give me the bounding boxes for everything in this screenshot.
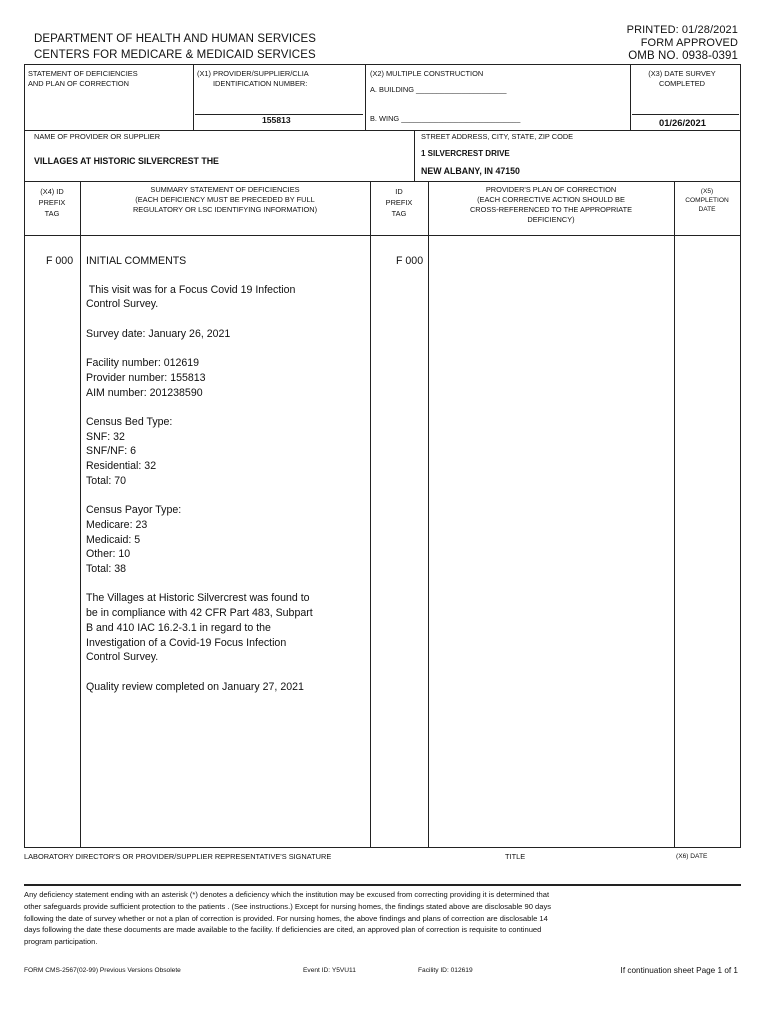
entry-line: The Villages at Historic Silvercrest was found to	[86, 592, 310, 605]
department-title: DEPARTMENT OF HEALTH AND HUMAN SERVICES	[34, 33, 317, 45]
col-divider-b	[370, 181, 371, 847]
form-approved: FORM APPROVED	[640, 37, 738, 49]
entry-line: Total: 70	[86, 474, 127, 487]
entry-line: Investigation of a Covid-19 Focus Infection	[86, 636, 287, 649]
footer-form-id: FORM CMS-2567(02-99) Previous Versions Obsolete	[24, 967, 181, 974]
x5-header-line: (X5)	[700, 188, 714, 195]
id-header	[370, 186, 428, 219]
entry-line: AIM number: 201238590	[86, 386, 203, 399]
entry-line: Medicaid: 5	[86, 533, 141, 546]
disclaimer-line: program participation.	[24, 937, 98, 947]
summary-header	[80, 185, 370, 215]
id-header-line: ID	[395, 187, 403, 196]
centers-title: CENTERS FOR MEDICARE & MEDICAID SERVICES	[34, 49, 316, 61]
footer-event-id: Event ID: Y5VU11	[303, 967, 356, 974]
x5-header	[674, 187, 740, 214]
x2-label: (X2) MULTIPLE CONSTRUCTION	[370, 69, 484, 78]
x1-label-line: (X1) PROVIDER/SUPPLIER/CLIA	[197, 69, 309, 78]
entry-line: Census Payor Type:	[86, 504, 182, 517]
entry-line: Other: 10	[86, 548, 131, 561]
entry-line: Total: 38	[86, 563, 127, 575]
disclaimer-line: Any deficiency statement ending with an asterisk (*) denotes a deficiency which the institution may be excused from correcting providing it is determined that	[24, 890, 550, 899]
prefix-tag-left: F 000	[46, 255, 74, 267]
right-border	[740, 64, 741, 847]
signature-bottom-border	[24, 884, 741, 886]
summary-body	[86, 254, 368, 694]
x1-divider	[193, 64, 194, 130]
row-divider-2	[24, 181, 741, 182]
x4-header-line: (X4) ID	[40, 187, 64, 196]
left-border	[24, 64, 25, 847]
entry-title: INITIAL COMMENTS	[86, 255, 187, 267]
entry-line: Medicare: 23	[86, 518, 148, 531]
disclaimer-line: other safeguards provide sufficient protection to the patients . (See instructions.) Except for nursing homes, the findings stated above are disclosable 90 days	[24, 901, 552, 911]
entry-line: Census Bed Type:	[86, 415, 173, 428]
row-divider-4	[24, 847, 741, 848]
x5-header-line: DATE	[698, 206, 716, 213]
entry-line: Survey date: January 26, 2021	[86, 327, 231, 340]
x5-header-line: COMPLETION	[685, 197, 729, 204]
plan-header-line: PROVIDER'S PLAN OF CORRECTION	[485, 185, 617, 194]
entry-line: Residential: 32	[86, 460, 157, 473]
plan-header-line: (EACH CORRECTIVE ACTION SHOULD BE	[477, 195, 625, 204]
plan-header-line: CROSS-REFERENCED TO THE APPROPRIATE	[469, 205, 633, 214]
statement-label	[28, 69, 138, 89]
footer-page: If continuation sheet Page 1 of 1	[620, 966, 738, 975]
col-divider-d	[674, 181, 675, 847]
provider-name: VILLAGES AT HISTORIC SILVERCREST THE	[34, 156, 219, 166]
entry-line: Control Survey.	[86, 298, 159, 311]
plan-header	[428, 185, 674, 225]
x2-wing: B. WING _____________________________	[370, 114, 521, 123]
omb-number: OMB NO. 0938-0391	[628, 50, 738, 62]
id-header-line: PREFIX	[385, 198, 413, 207]
id-header-line: TAG	[391, 209, 407, 218]
entry-line: This visit was for a Focus Covid 19 Infection	[86, 283, 296, 296]
x3-survey-date: 01/26/2021	[659, 117, 706, 128]
x3-label-line: (X3) DATE SURVEY	[648, 69, 716, 78]
top-border	[24, 64, 741, 65]
statement-label-line: AND PLAN OF CORRECTION	[28, 79, 130, 88]
signature-label: LABORATORY DIRECTOR'S OR PROVIDER/SUPPLIER REPRESENTATIVE'S SIGNATURE	[24, 852, 332, 861]
x4-header	[24, 186, 80, 219]
address-street: 1 SILVERCREST DRIVE	[421, 149, 510, 158]
disclaimer	[24, 889, 740, 948]
disclaimer-line: following the date of survey whether or not a plan of correction is provided. For nursing homes, the above findings and plans of correction are disclosable 14	[24, 913, 548, 923]
statement-label-line: STATEMENT OF DEFICIENCIES	[28, 69, 138, 78]
col-divider-c	[428, 181, 429, 847]
entry-line: be in compliance with 42 CFR Part 483, Subpart	[86, 607, 313, 620]
address-divider	[414, 130, 415, 181]
x1-label	[197, 69, 309, 89]
address-city: NEW ALBANY, IN 47150	[421, 166, 520, 176]
entry-line: Quality review completed on January 27, 2021	[86, 680, 304, 693]
entry-line: SNF: 32	[86, 430, 125, 443]
x2-building: A. BUILDING ______________________	[370, 85, 507, 94]
x3-underline	[632, 114, 739, 115]
prefix-tag-right: F 000	[396, 255, 424, 267]
title-label: TITLE	[505, 852, 526, 861]
address-label: STREET ADDRESS, CITY, STATE, ZIP CODE	[421, 132, 574, 141]
col-divider-a	[80, 181, 81, 847]
x1-label-line: IDENTIFICATION NUMBER:	[213, 79, 308, 88]
x2-divider	[365, 64, 366, 130]
footer-facility-id: Facility ID: 012619	[418, 967, 473, 974]
date-label: (X6) DATE	[676, 853, 708, 860]
entry-line: SNF/NF: 6	[86, 445, 137, 458]
x3-label-line: COMPLETED	[659, 79, 705, 88]
row-divider-1	[24, 130, 741, 131]
row-divider-3	[24, 235, 741, 236]
entry-line: Provider number: 155813	[86, 371, 206, 384]
summary-header-line: (EACH DEFICIENCY MUST BE PRECEDED BY FULL	[135, 195, 315, 204]
provider-name-label: NAME OF PROVIDER OR SUPPLIER	[34, 132, 161, 141]
x4-header-line: TAG	[44, 209, 60, 218]
x1-provider-number: 155813	[262, 115, 291, 125]
summary-header-line: SUMMARY STATEMENT OF DEFICIENCIES	[150, 185, 300, 194]
printed-date: PRINTED: 01/28/2021	[626, 24, 738, 36]
disclaimer-line: days following the date these documents are made available to the facility. If deficiencies are cited, an approved plan of correction is requisite to continued	[24, 925, 542, 935]
x3-divider	[630, 64, 631, 130]
entry-line: Facility number: 012619	[86, 357, 200, 370]
x3-label	[632, 69, 732, 89]
summary-header-line: REGULATORY OR LSC IDENTIFYING INFORMATION)	[132, 205, 318, 214]
plan-header-line: DEFICIENCY)	[527, 215, 575, 224]
entry-line: B and 410 IAC 16.2-3.1 in regard to the	[86, 621, 271, 634]
x4-header-line: PREFIX	[38, 198, 66, 207]
entry-line: Control Survey.	[86, 651, 159, 664]
